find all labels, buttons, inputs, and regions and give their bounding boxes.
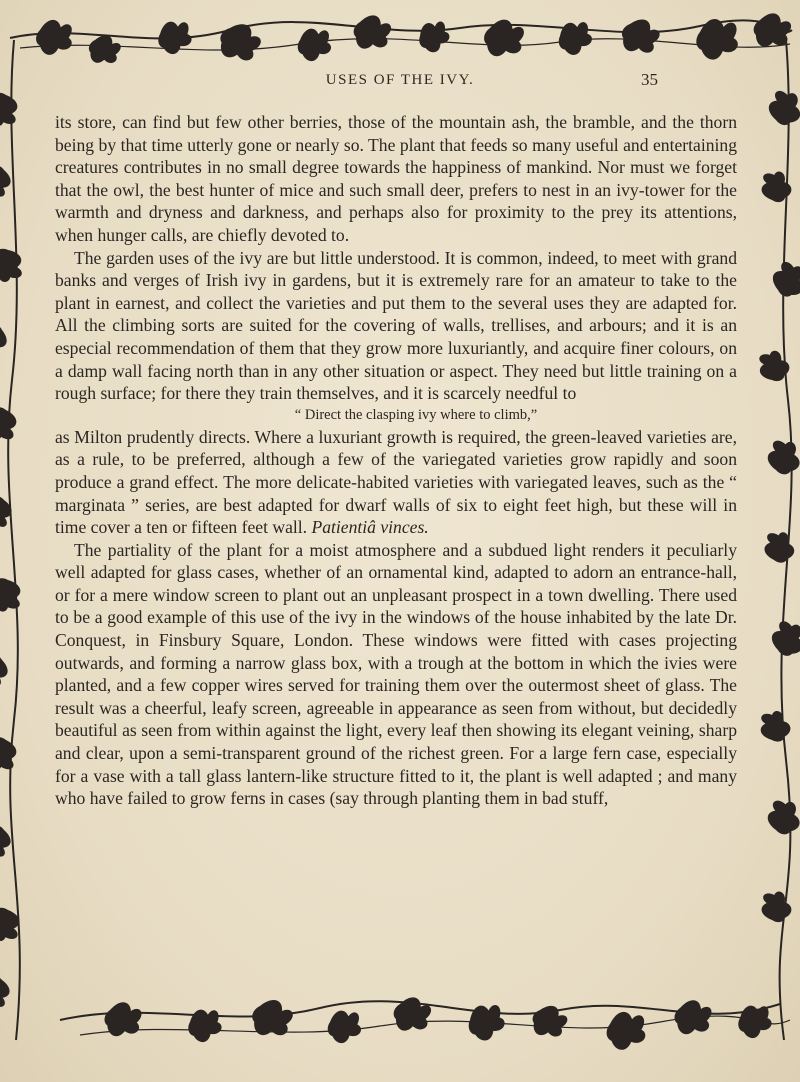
page-header — [0, 72, 800, 92]
latin-phrase: Patientiâ vinces. — [311, 517, 429, 538]
paragraph: The partiality of the plant for a moist atmosphere and a subdued light renders it peculiarly well adapted for glass cases, whether of an ornamental kind, adapted to adorn an entrance-hall, or for a mere window screen to plant out an unpleasant prospect in a town dwelling. There used to be a good example of this use of the ivy in the windows of the house inhabited by the late Dr. Conquest, in Finsbury Square, London. These windows were fitted with cases projecting outwards, and forming a narrow glass box, with a trough at the bottom in which the ivies were planted, and a few copper wires served for training them over the outermost sheet of glass. The result was a cheerful, leafy screen, agreeable in appearance as seen from without, but decidedly beautiful as seen from within against the light, every leaf then showing its elegant veining, sharp and clear, upon a semi-transparent ground of the richest green. For a large fern case, especially for a vase with a tall glass lantern-like structure fitted to it, the plant is well adapted ; and many who have failed to grow ferns in cases (say through planting them in bad stuff, — [55, 539, 737, 809]
paragraph-text: as Milton prudently directs. Where a luxuriant growth is required, the green-leaved varieties are, as a rule, to be preferred, although a few of the variegated varieties grow rapidly and soon produce a grand effect. The more delicate-habited varieties with variegated leaves, such as the “ marginata ” series, are best adapted for dwarf walls of six to eight feet high, but these will in time cover a ten or fifteen feet wall. — [55, 426, 737, 538]
paragraph: its store, can find but few other berries, those of the mountain ash, the bramble, and the thorn being by that time utterly gone or nearly so. The plant that feeds so many useful and entertaining creatures contributes in no small degree towards the happiness of mankind. Nor must we forget that the owl, the best hunter of mice and such small deer, prefers to nest in an ivy-tower for the warmth and dryness and darkness, and perhaps also for proximity to the prey its attentions, when hunger calls, are chiefly devoted to. — [55, 112, 737, 245]
running-head: USES OF THE IVY. — [325, 72, 475, 88]
block-quote: “ Direct the clasping ivy where to climb,” — [294, 406, 538, 423]
body-text — [55, 111, 737, 810]
page-number: 35 — [641, 70, 658, 89]
paragraph — [55, 426, 737, 539]
paragraph: The garden uses of the ivy are but little understood. It is common, indeed, to meet with grand banks and verges of Irish ivy in gardens, but it is extremely rare for an amateur to take to the plant in earnest, and collect the varieties and put them to the several uses they are adapted for. All the climbing sorts are suited for the covering of walls, trellises, and arbours; and it is an especial recommendation of them that they grow more luxuriantly, and acquire finer colours, on a damp wall facing north than in any other situation or aspect. They need but little training on a rough surface; for there they train themselves, and it is scarcely needful to — [55, 247, 737, 404]
